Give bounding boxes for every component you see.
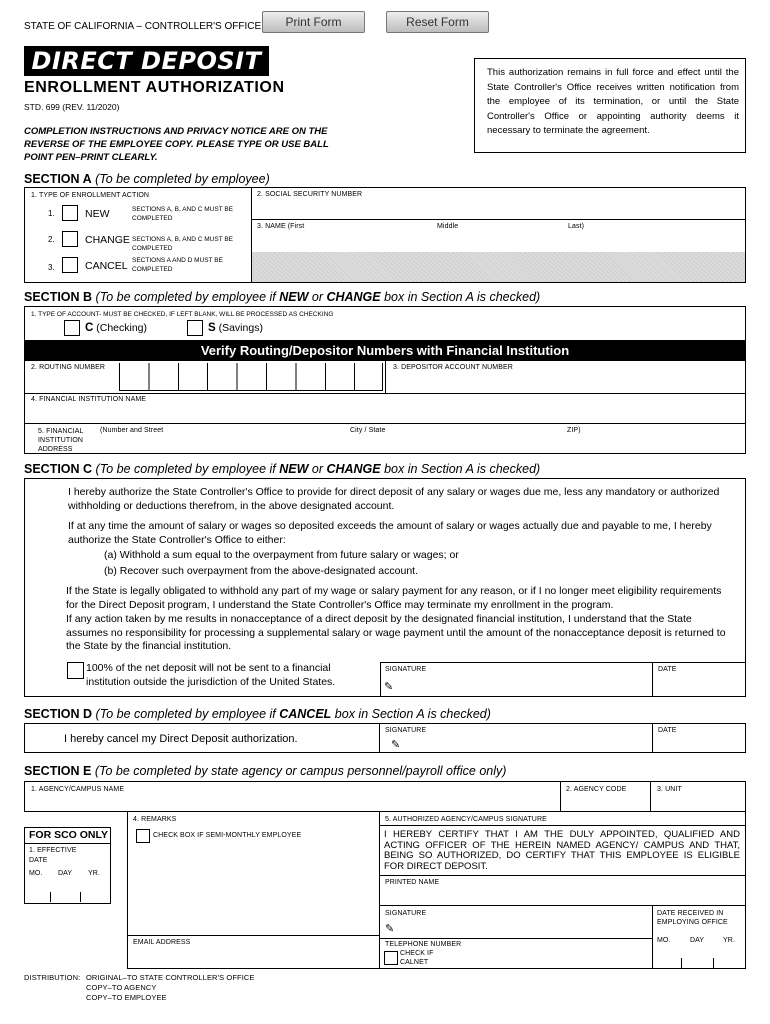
authorize-paragraph: I hereby authorize the State Controller's Office to provide for direct deposit of any salary or wages due me, less any mandatory or authorized withholding or deductions therefrom, in the above designated account. (68, 486, 720, 512)
institution-address-label: 5. FINANCIAL INSTITUTION ADDRESS (38, 428, 84, 453)
name-middle-label: Middle (437, 223, 459, 230)
change-label: CHANGE (85, 234, 130, 246)
distribution-agency: COPY–TO AGENCY (86, 983, 157, 992)
institution-name-label: 4. FINANCIAL INSTITUTION NAME (31, 396, 147, 403)
date-received-field[interactable] (654, 946, 745, 968)
jurisdiction-text: 100% of the net deposit will not be sent to a financial institution outside the jurisdiction of the United States. (86, 662, 336, 688)
account-type-label: 1. TYPE OF ACCOUNT- MUST BE CHECKED, IF LEFT BLANK, WILL BE PROCESSED AS CHECKING (31, 311, 334, 318)
remarks-field[interactable] (129, 848, 377, 933)
pen-icon: ✎ (384, 681, 394, 693)
agency-name-label: 1. AGENCY/CAMPUS NAME (31, 786, 125, 793)
section-a-heading: SECTION A (To be completed by employee) (24, 172, 270, 186)
savings-checkbox[interactable] (187, 320, 203, 336)
distribution-label: DISTRIBUTION: (24, 973, 81, 982)
overpayment-paragraph: If at any time the amount of salary or wages so deposited exceeds the amount of salary or wages actually due and payable to me, I hereby authorize the State Controller's Office to either: (68, 520, 712, 546)
verify-banner (24, 340, 746, 361)
date-received-label: DATE RECEIVED IN EMPLOYING OFFICE (657, 910, 728, 926)
ssn-label: 2. SOCIAL SECURITY NUMBER (257, 191, 363, 198)
notice-box (474, 58, 746, 153)
authorized-signature-label: 5. AUTHORIZED AGENCY/CAMPUS SIGNATURE (385, 816, 547, 823)
cancel-checkbox[interactable] (62, 257, 78, 273)
section-b-heading: SECTION B (To be completed by employee if NEW or CHANGE box in Section A is checked) (24, 290, 541, 304)
institution-name-field[interactable] (25, 405, 745, 422)
reset-form-button[interactable]: Reset Form (386, 11, 489, 33)
section-c-signature-field[interactable] (400, 676, 650, 696)
date-received-yr: YR. (723, 937, 735, 944)
print-form-button[interactable]: Print Form (262, 11, 365, 33)
section-e-signature-field[interactable] (400, 920, 650, 937)
section-d-signature-field[interactable] (405, 736, 650, 752)
agency-code-label: 2. AGENCY CODE (566, 786, 627, 793)
section-d-heading: SECTION D (To be completed by employee if CANCEL box in Section A is checked) (24, 707, 491, 721)
name-first-label: 3. NAME (First (257, 223, 305, 230)
date-received-mo: MO. (657, 937, 671, 944)
unit-label: 3. UNIT (657, 786, 682, 793)
cancel-label: CANCEL (85, 260, 128, 272)
distribution-employee: COPY–TO EMPLOYEE (86, 993, 167, 1002)
section-c-date-field[interactable] (654, 676, 745, 696)
withhold-option: (a) Withhold a sum equal to the overpayment from future salary or wages; or (104, 549, 459, 561)
section-e-signature-label: SIGNATURE (385, 910, 427, 917)
section-a-shaded (252, 252, 745, 282)
legal-obligation-paragraph: If the State is legally obligated to withhold any part of my wage or salary payment for any reason, or if I no longer meet eligibility requirements for the Direct Deposit program, I understand the State Controller's Office may terminate my enrollment in the program. (66, 585, 722, 611)
city-state-label: City / State (350, 427, 386, 434)
ssn-field[interactable] (252, 200, 745, 218)
certification-text: I HEREBY CERTIFY THAT I AM THE DULY APPOINTED, QUALIFIED AND ACTING OFFICER OF THE HEREIN NAMED AGENCY/ CAMPUS AND THAT, BEING SO AUTHORIZED, DO CERTIFY THAT THIS EMPLOYEE IS ELIGIBLE FOR DIRECT DEPOSIT. (384, 829, 740, 872)
jurisdiction-checkbox[interactable] (67, 662, 84, 679)
change-note: SECTIONS A, B, AND C MUST BE COMPLETED (132, 236, 234, 252)
depositor-account-label: 3. DEPOSITOR ACCOUNT NUMBER (393, 364, 513, 371)
section-d-date-field[interactable] (654, 736, 745, 752)
agency-code-field[interactable] (561, 795, 649, 811)
effective-yr: YR. (88, 870, 100, 877)
new-note: SECTIONS A, B, AND C MUST BE COMPLETED (132, 206, 234, 222)
pen-icon: ✎ (391, 739, 401, 751)
unit-field[interactable] (651, 795, 745, 811)
checking-label: C (Checking) (85, 322, 148, 334)
change-checkbox[interactable] (62, 231, 78, 247)
cancel-authorization-text: I hereby cancel my Direct Deposit authorization. (64, 733, 298, 745)
telephone-label: TELEPHONE NUMBER (385, 941, 462, 948)
routing-number-label: 2. ROUTING NUMBER (31, 364, 106, 371)
section-c-heading: SECTION C (To be completed by employee if NEW or CHANGE box in Section A is checked) (24, 462, 541, 476)
semi-monthly-checkbox[interactable] (136, 829, 150, 843)
effective-date-label: 1. EFFECTIVE DATE (29, 847, 77, 864)
printed-name-field[interactable] (381, 888, 744, 904)
form-subtitle: ENROLLMENT AUTHORIZATION (24, 79, 285, 96)
semi-monthly-label: CHECK BOX IF SEMI-MONTHLY EMPLOYEE (153, 832, 302, 839)
savings-label: S (Savings) (208, 322, 263, 334)
calnet-label: CHECK IF CALNET (400, 950, 434, 966)
direct-deposit-logo (24, 46, 269, 76)
checking-checkbox[interactable] (64, 320, 80, 336)
verify-banner-text: Verify Routing/Depositor Numbers with Financial Institution (200, 343, 570, 358)
enrollment-type-label: 1. TYPE OF ENROLLMENT ACTION (31, 192, 150, 199)
calnet-checkbox[interactable] (384, 951, 398, 965)
section-d-date-label: DATE (658, 727, 677, 734)
logo-text: DIRECT DEPOSIT (31, 47, 262, 75)
effective-day: DAY (58, 870, 73, 877)
cancel-note: SECTIONS A AND D MUST BE COMPLETED (132, 257, 223, 273)
zip-label: ZIP) (567, 427, 581, 434)
street-label: (Number and Street (100, 427, 164, 434)
depositor-account-field[interactable] (386, 373, 745, 392)
name-last-label: Last) (568, 223, 585, 230)
sco-only-label: FOR SCO ONLY (29, 829, 108, 841)
nonacceptance-paragraph: If any action taken by me results in nonacceptance of a direct deposit by the designated financial institution, I understand that the State assumes no responsibility for processing a supplemental salary or wage payment until the amount of the nonacceptance deposit is returned to the State by the financial institution. (66, 613, 726, 652)
telephone-field[interactable] (450, 950, 650, 968)
remarks-label: 4. REMARKS (133, 816, 177, 823)
completion-instructions: COMPLETION INSTRUCTIONS AND PRIVACY NOTICE ARE ON THE REVERSE OF THE EMPLOYEE COPY. PLEASE TYPE OR USE BALL POINT PEN–PRINT CLEARLY. (24, 126, 329, 163)
form-number: STD. 699 (REV. 11/2020) (24, 102, 120, 112)
new-checkbox[interactable] (62, 205, 78, 221)
section-c-date-label: DATE (658, 666, 677, 673)
recover-option: (b) Recover such overpayment from the above-designated account. (104, 565, 419, 577)
agency-name-field[interactable] (25, 795, 559, 811)
date-received-day: DAY (690, 937, 705, 944)
email-field[interactable] (129, 948, 377, 968)
effective-mo: MO. (29, 870, 43, 877)
section-e-heading: SECTION E (To be completed by state agency or campus personnel/payroll office only) (24, 764, 507, 778)
section-d-signature-label: SIGNATURE (385, 727, 427, 734)
new-label: NEW (85, 208, 110, 220)
distribution-original: ORIGINAL–TO STATE CONTROLLER'S OFFICE (86, 973, 255, 982)
pen-icon: ✎ (385, 923, 395, 935)
name-field[interactable] (252, 232, 745, 251)
institution-address-field[interactable] (100, 436, 745, 453)
notice-text: This authorization remains in full force and effect until the State Controller's Office receives written notification from the employee of its termination, or until the State Controller's Office or appointing authority deems it necessary to terminate the agreement. (487, 67, 739, 136)
routing-number-field[interactable] (119, 363, 383, 391)
printed-name-label: PRINTED NAME (385, 879, 440, 886)
section-c-signature-label: SIGNATURE (385, 666, 427, 673)
effective-date-field[interactable] (26, 880, 109, 902)
agency-header: STATE OF CALIFORNIA – CONTROLLER'S OFFICE (24, 21, 262, 32)
email-label: EMAIL ADDRESS (133, 939, 191, 946)
